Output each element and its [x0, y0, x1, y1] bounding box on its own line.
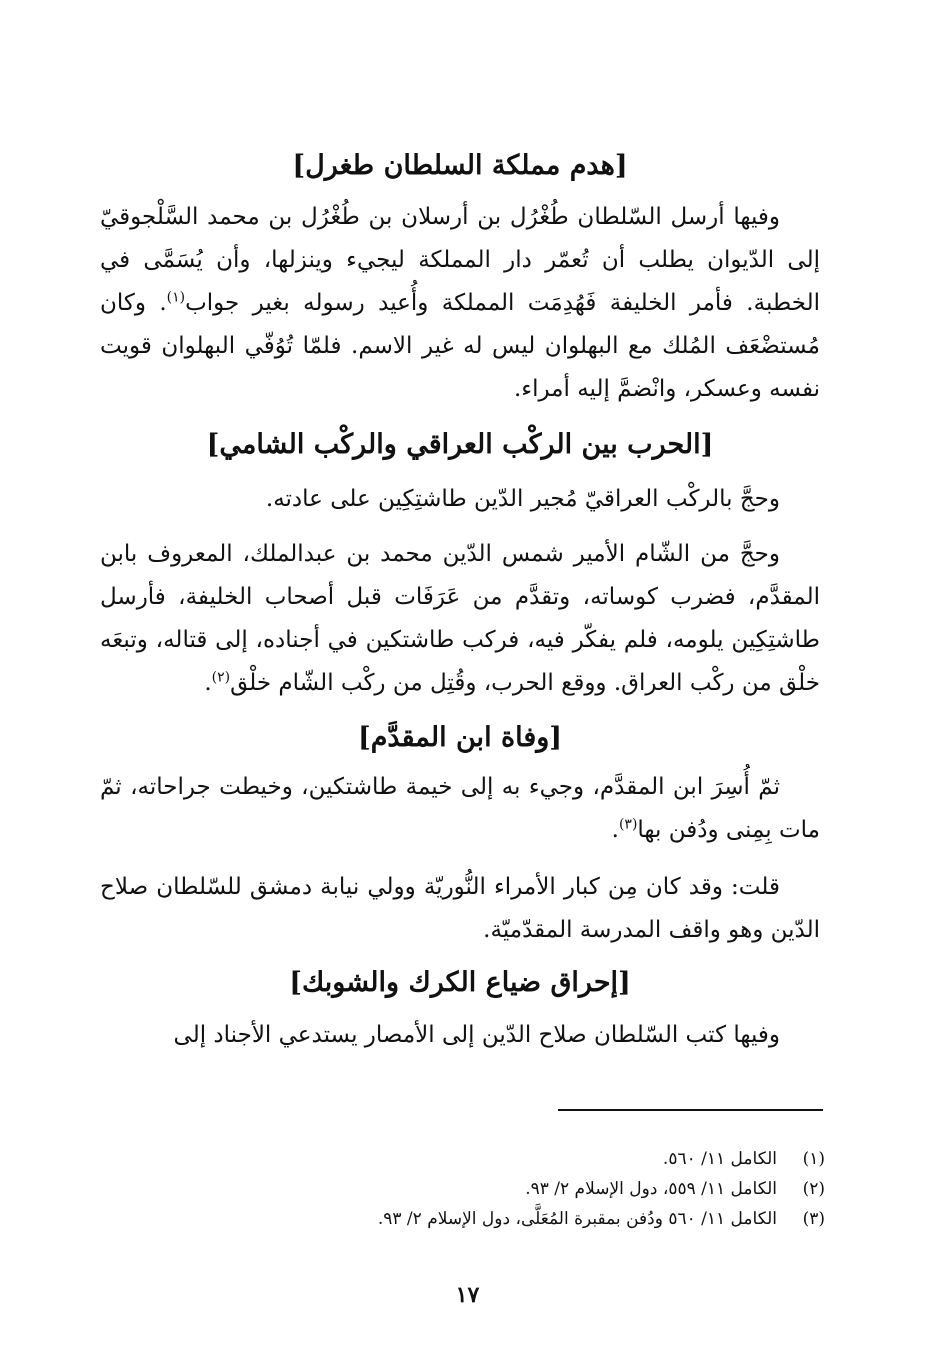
page-number: ١٧ [455, 1282, 480, 1308]
footnote-separator [558, 1109, 823, 1111]
paragraph-note [100, 866, 820, 952]
paragraph-text: وحجَّ من الشّام الأمير شمس الدّين محمد بن عبدالملك، المعروف بابن المقدَّم، فضرب كوساته، وتقدَّم من عَرَفَات قبل أصحاب الخليفة، فأرسل طاشتِكِين يلومه، فلم يفكّر فيه، فركب طاشتكين في أجناده، إلى قتاله، وتبعَه خلْق من ركْب العراق. ووقع الحرب، وقُتِل من ركْب الشّام خلْق [100, 541, 820, 696]
footnote-ref-1[interactable]: (١) [166, 289, 186, 306]
paragraph-text-tail: . [204, 670, 212, 696]
paragraph-text: وحجَّ بالركْب العراقيّ مُجير الدّين طاشتِكِين على عادته. [265, 486, 780, 512]
footnote-ref-2[interactable]: (٢) [211, 669, 231, 686]
paragraph-hajj-sham [100, 533, 820, 705]
section-heading-death: [وفاة ابن المقدَّم] [357, 722, 563, 753]
section-heading-war: [الحرب بين الركْب العراقي والركْب الشامي] [206, 429, 714, 460]
footnote-number: (٢) [802, 1179, 825, 1199]
footnote-number: (١) [802, 1149, 825, 1169]
section-heading-toghrul: [هدم مملكة السلطان طغرل] [292, 150, 628, 181]
footnote-3 [205, 1206, 825, 1232]
paragraph-text-tail: . وكان مُستضْعَف المُلك مع البهلوان ليس له غير الاسم. فلمّا تُوُفّي البهلوان قويت نفسه وعسكر، وانْضمَّ إليه أمراء. [100, 290, 820, 402]
paragraph-text-tail: . [611, 817, 619, 843]
paragraph-capture [100, 766, 820, 852]
section-heading-burning: [إحراق ضياع الكرك والشوبك] [289, 967, 631, 998]
paragraph-text: ثمّ أُسِرَ ابن المقدَّم، وجيء به إلى خيمة طاشتكين، وخيطت جراحاته، ثمّ مات بِمِنى ودُفن بها [100, 774, 820, 843]
paragraph-text: قلت: وقد كان مِن كبار الأمراء النُّوريّة وولي نيابة دمشق للسّلطان صلاح الدّين وهو واقف المدرسة المقدّميّة. [100, 874, 820, 943]
footnote-2 [205, 1176, 825, 1202]
footnote-text: الكامل ١١/ ٥٥٩، دول الإسلام ٢/ ٩٣. [525, 1179, 777, 1199]
footnote-ref-3[interactable]: (٣) [618, 816, 638, 833]
footnote-text: الكامل ١١/ ٥٦٠ ودُفن بمقبرة المُعَلَّى، دول الإسلام ٢/ ٩٣. [377, 1209, 777, 1229]
footnote-number: (٣) [802, 1209, 825, 1229]
paragraph-text: وفيها كتب السّلطان صلاح الدّين إلى الأمصار يستدعي الأجناد إلى [173, 1022, 780, 1048]
footnote-text: الكامل ١١/ ٥٦٠. [662, 1149, 777, 1169]
paragraph-hajj-iraqi [100, 478, 820, 521]
paragraph-toghrul [100, 196, 820, 411]
footnote-1 [205, 1146, 825, 1172]
paragraph-letters [100, 1014, 820, 1057]
paragraph-text: وفيها أرسل السّلطان طُغْرُل بن أرسلان بن طُغْرُل بن محمد السَّلْجوقيّ إلى الدّيوان يطلب أن تُعمّر دار المملكة ليجيء وينزلها، وأن يُسَمَّى في الخطبة. فأمر الخليفة فَهُدِمَت المملكة وأُعيد رسوله بغير جواب [100, 204, 820, 316]
